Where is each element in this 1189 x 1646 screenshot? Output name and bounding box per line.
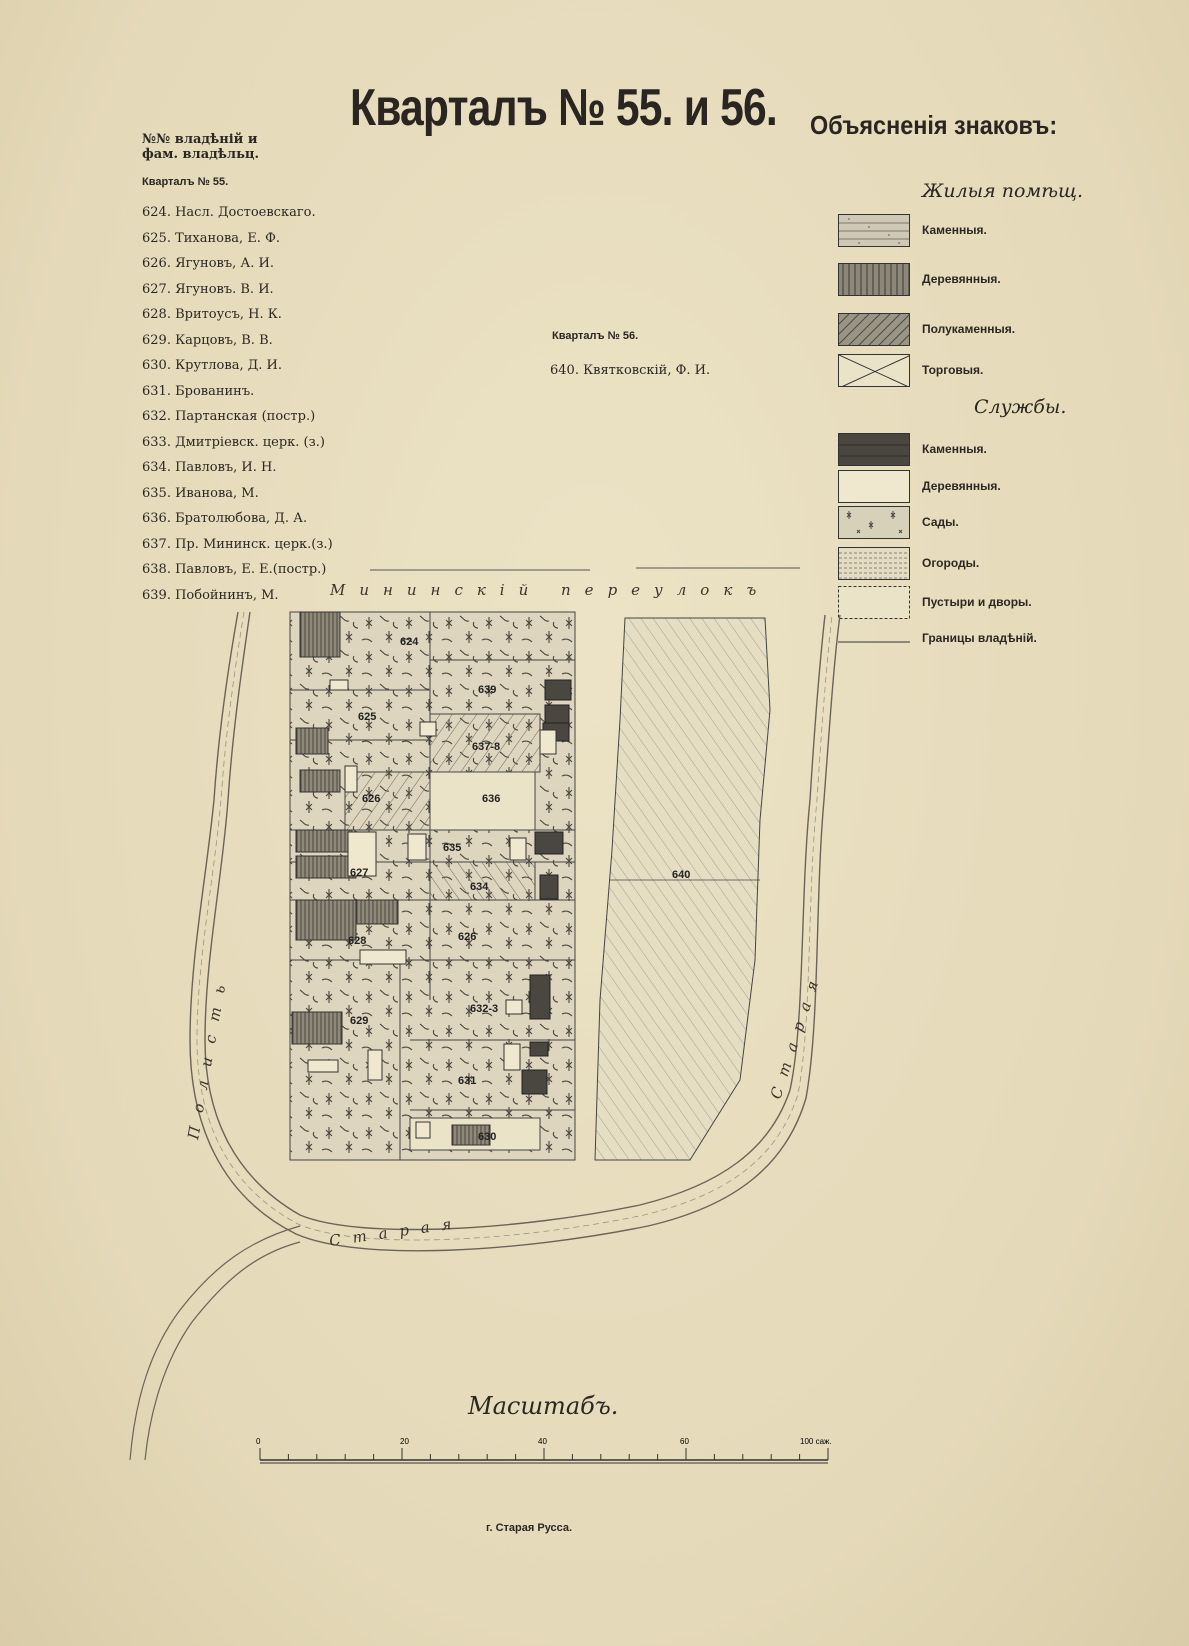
- owner-item: 633. Дмитріевск. церк. (з.): [142, 434, 325, 450]
- scale-label: Масштабъ.: [468, 1392, 619, 1420]
- block56-heading: Кварталъ № 56.: [552, 330, 639, 342]
- legend-label: Каменныя.: [922, 223, 987, 237]
- owner-item: 628. Вритоусъ, Н. К.: [142, 307, 282, 322]
- scale-tick-label: 60: [680, 1437, 689, 1446]
- plot-label: 630: [478, 1131, 497, 1143]
- legend-residential-heading: Жилыя помѣщ.: [922, 180, 1084, 202]
- plot-label: 629: [350, 1015, 369, 1027]
- owners-header-line-2: фам. владѣльц.: [142, 147, 260, 162]
- scale-tick-label: 0: [256, 1437, 261, 1446]
- plot-label: 626: [362, 793, 381, 805]
- scale-tick-label: 40: [538, 1437, 547, 1446]
- owner-item: 634. Павловъ, И. Н.: [142, 460, 277, 475]
- river-name: Полисть: [184, 970, 232, 1141]
- plot-label: 636: [482, 793, 501, 805]
- plot-label: 627: [350, 867, 369, 879]
- river-name: Старая: [328, 1213, 465, 1250]
- river-name: Старая: [766, 967, 826, 1102]
- page-title: Кварталъ № 55. и 56.: [350, 79, 777, 137]
- plot-label: 635: [443, 842, 462, 854]
- legend-services-heading: Службы.: [974, 396, 1067, 418]
- plot-label: 628: [348, 935, 367, 947]
- legend-title: Объясненія знаковъ:: [810, 110, 1058, 140]
- legend-label: Каменныя.: [922, 442, 987, 456]
- legend-label: Сады.: [922, 515, 959, 529]
- plot-label: 624: [400, 636, 419, 648]
- owner-item: 637. Пр. Мининск. церк.(з.): [142, 536, 333, 552]
- owner-item: 630. Крутлова, Д. И.: [142, 358, 283, 373]
- scale-tick-label: 20: [400, 1437, 409, 1446]
- scale-bar: [0, 0, 262, 1646]
- owner-item: 638. Павловъ, Е. Е.(постр.): [142, 562, 327, 577]
- legend-label: Деревянныя.: [922, 272, 1001, 286]
- plot-label: 625: [358, 711, 377, 723]
- owner-item: 635. Иванова, М.: [142, 485, 259, 501]
- owner-item: 629. Карцовъ, В. В.: [142, 332, 273, 348]
- legend-label: Границы владѣній.: [922, 631, 1037, 645]
- plot-label: 631: [458, 1075, 477, 1087]
- owner-item: 636. Братолюбова, Д. А.: [142, 511, 308, 526]
- owner-item: 640. Квятковскій, Ф. И.: [550, 363, 711, 378]
- plot-label: 640: [672, 869, 691, 881]
- owner-item: 627. Ягуновъ. В. И.: [142, 281, 274, 297]
- legend-label: Огороды.: [922, 556, 980, 570]
- owner-item: 626. Ягуновъ, А. И.: [142, 256, 274, 271]
- owner-item: 631. Брованинъ.: [142, 383, 255, 399]
- owner-item: 639. Побойнинъ, М.: [142, 587, 279, 603]
- legend-label: Торговыя.: [922, 363, 984, 377]
- plot-label: 632-3: [470, 1003, 499, 1015]
- scale-bar-svg: [250, 1410, 850, 1470]
- street-name: Мининскій переулокъ: [330, 581, 771, 599]
- plot-label: 639: [478, 684, 497, 696]
- scale-tick-label: 100 саж.: [800, 1437, 832, 1446]
- owner-item: 624. Насл. Достоевскаго.: [142, 205, 316, 220]
- block55-heading: Кварталъ № 55.: [142, 176, 229, 188]
- legend-label: Пустыри и дворы.: [922, 595, 1032, 609]
- plot-label: 637-8: [472, 741, 501, 753]
- owner-item: 632. Партанская (постр.): [142, 409, 316, 424]
- plot-hatched: [345, 772, 430, 830]
- owner-item: 625. Тиханова, Е. Ф.: [142, 230, 280, 246]
- legend-label: Полукаменныя.: [922, 322, 1016, 336]
- block56-hatch: [595, 618, 770, 1160]
- legend-label: Деревянныя.: [922, 479, 1001, 493]
- owners-header-line-1: №№ владѣній и: [142, 132, 258, 147]
- plot-label: 634: [470, 881, 489, 893]
- plot-label: 626: [458, 931, 477, 943]
- city-name: г. Старая Русса.: [486, 1522, 573, 1534]
